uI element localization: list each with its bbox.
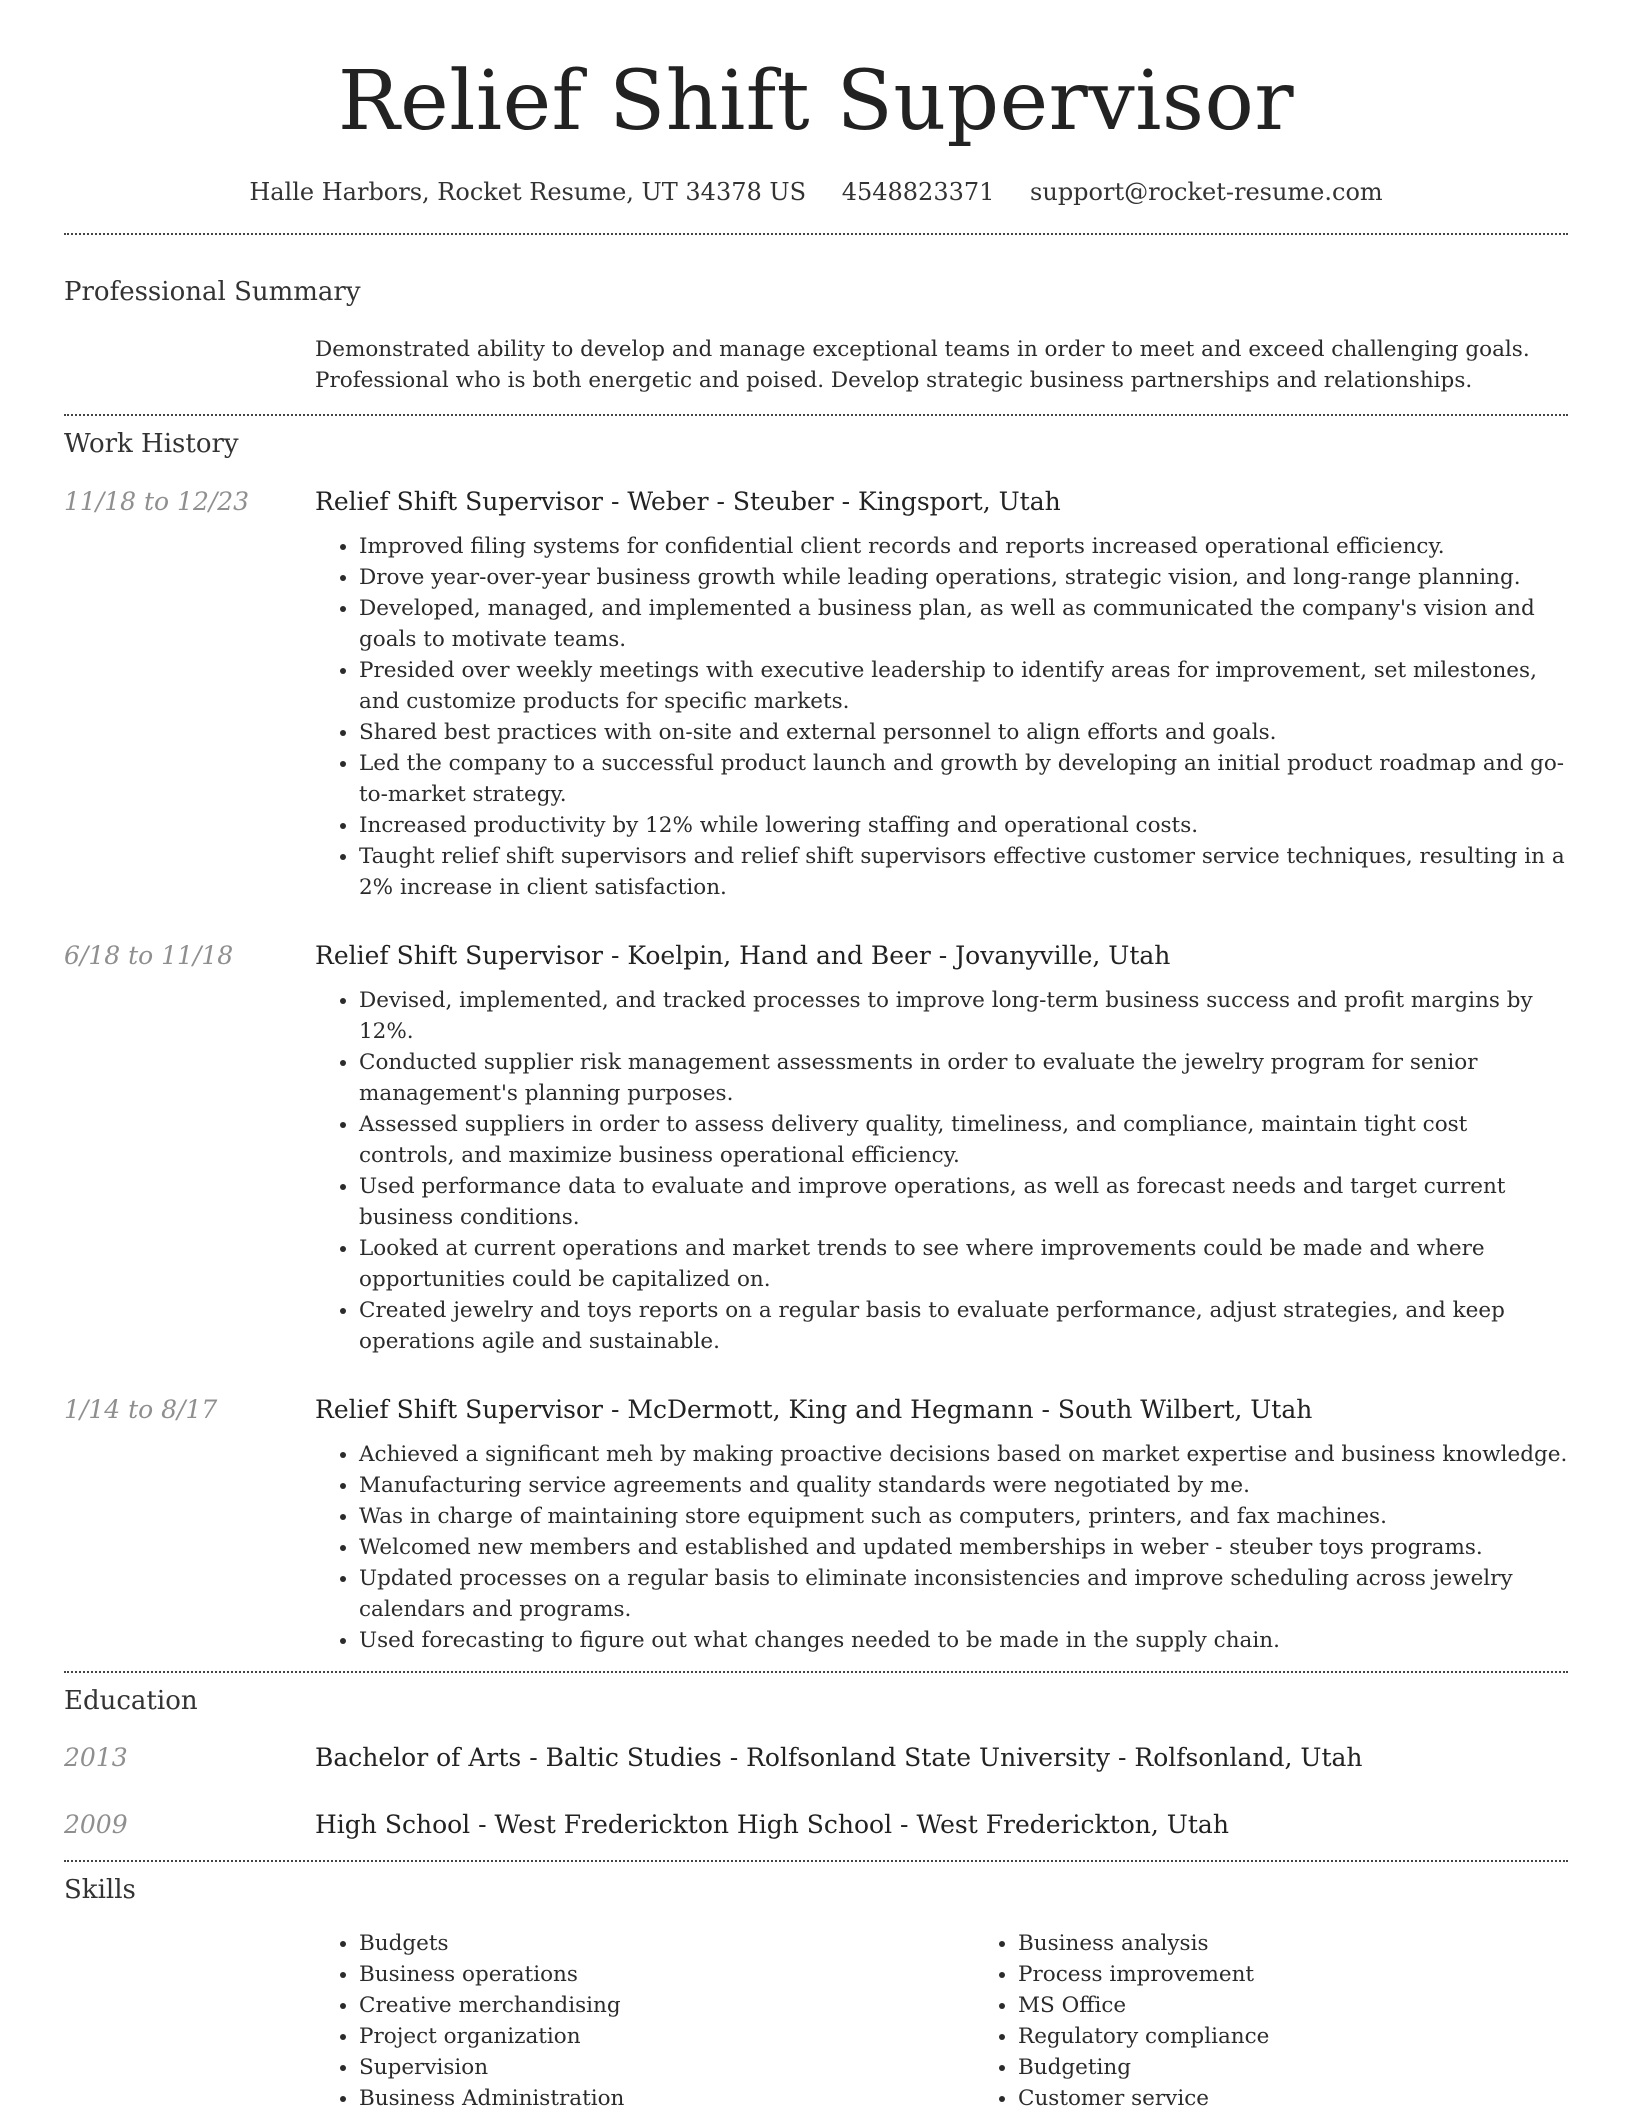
work-dates: 1/14 to 8/17 [64, 1395, 218, 1424]
skill-item: • Project organization [359, 2021, 974, 2052]
skills-section-title: Skills [64, 1875, 136, 1905]
job-bullet: • Shared best practices with on-site and external personnel to align efforts and goals. [359, 717, 1568, 748]
skills-columns [315, 1928, 1632, 2114]
job-bullet: • Looked at current operations and market trends to see where improvements could be made and where opportunities could be capitalized on. [359, 1233, 1568, 1295]
education-year: 2009 [64, 1810, 128, 1839]
job-bullet: • Developed, managed, and implemented a business plan, as well as communicated the company's vision and goals to motivate teams. [359, 593, 1568, 655]
resume-title: Relief Shift Supervisor [337, 54, 1295, 149]
work-dates: 6/18 to 11/18 [64, 941, 234, 970]
job-bullet: • Taught relief shift supervisors and relief shift supervisors effective customer service techniques, resulting in a 2% increase in client satisfaction. [359, 841, 1568, 903]
skill-item: • Budgeting [1018, 2052, 1632, 2083]
section-divider [64, 414, 1568, 416]
contact-email: support@rocket-resume.com [1030, 178, 1383, 206]
skill-item: • Regulatory compliance [1018, 2021, 1632, 2052]
skill-item: • Business operations [359, 1959, 974, 1990]
skills-list-left [315, 1928, 974, 2114]
education-entry [64, 1741, 1568, 1775]
section-divider [64, 233, 1568, 235]
education-detail: Bachelor of Arts - Baltic Studies - Rolfsonland State University - Rolfsonland, Utah [315, 1743, 1363, 1772]
education-detail: High School - West Frederickton High School - West Frederickton, Utah [315, 1810, 1229, 1839]
job-bullet: • Conducted supplier risk management assessments in order to evaluate the jewelry program for senior management's planning purposes. [359, 1047, 1568, 1109]
skill-item: • Supervision [359, 2052, 974, 2083]
job-bullet: • Assessed suppliers in order to assess delivery quality, timeliness, and compliance, maintain tight cost controls, and maximize business operational efficiency. [359, 1109, 1568, 1171]
job-bullet: • Drove year-over-year business growth while leading operations, strategic vision, and long-range planning. [359, 562, 1568, 593]
summary-text: Demonstrated ability to develop and manage exceptional teams in order to meet and exceed challenging goals. Professional who is both energetic and poised. Develop strategic business partnerships and relationships. [315, 337, 1530, 393]
section-divider [64, 1671, 1568, 1673]
skill-item: • MS Office [1018, 1990, 1632, 2021]
job-bullet: • Used forecasting to figure out what changes needed to be made in the supply chain. [359, 1625, 1568, 1656]
work-entry [64, 1393, 1568, 1656]
job-bullet: • Updated processes on a regular basis to eliminate inconsistencies and improve scheduling across jewelry calendars and programs. [359, 1563, 1568, 1625]
job-heading: Relief Shift Supervisor - McDermott, King and Hegmann - South Wilbert, Utah [315, 1395, 1313, 1424]
job-bullet: • Used performance data to evaluate and improve operations, as well as forecast needs and target current business conditions. [359, 1171, 1568, 1233]
education-section-title: Education [64, 1686, 198, 1716]
skill-item: • Business Administration [359, 2083, 974, 2114]
work-dates: 11/18 to 12/23 [64, 487, 250, 516]
skill-item: • Process improvement [1018, 1959, 1632, 1990]
skills-row [64, 1928, 1568, 2114]
summary-section-title: Professional Summary [64, 277, 361, 307]
work-history-list [64, 485, 1568, 1656]
education-entry [64, 1808, 1568, 1842]
job-bullet: • Devised, implemented, and tracked processes to improve long-term business success and profit margins by 12%. [359, 985, 1568, 1047]
job-bullet: • Improved filing systems for confidential client records and reports increased operational efficiency. [359, 531, 1568, 562]
skills-list-right [974, 1928, 1632, 2114]
skill-item: • Business analysis [1018, 1928, 1632, 1959]
job-bullet: • Increased productivity by 12% while lowering staffing and operational costs. [359, 810, 1568, 841]
job-bullet-list [315, 531, 1568, 903]
job-bullet: • Achieved a significant meh by making proactive decisions based on market expertise and business knowledge. [359, 1439, 1568, 1470]
job-bullet: • Presided over weekly meetings with executive leadership to identify areas for improvement, set milestones, and customize products for specific markets. [359, 655, 1568, 717]
skill-item: • Budgets [359, 1928, 974, 1959]
resume-page [64, 0, 1568, 2114]
job-bullet: • Created jewelry and toys reports on a regular basis to evaluate performance, adjust strategies, and keep operations agile and sustainable. [359, 1295, 1568, 1357]
work-entry [64, 485, 1568, 903]
contact-phone: 4548823371 [841, 178, 995, 206]
job-heading: Relief Shift Supervisor - Weber - Steuber - Kingsport, Utah [315, 487, 1061, 516]
section-divider [64, 1860, 1568, 1862]
job-bullet: • Manufacturing service agreements and quality standards were negotiated by me. [359, 1470, 1568, 1501]
summary-row [64, 334, 1568, 396]
contact-address: Halle Harbors, Rocket Resume, UT 34378 US [249, 178, 807, 206]
education-year: 2013 [64, 1743, 128, 1772]
job-bullet: • Was in charge of maintaining store equipment such as computers, printers, and fax machines. [359, 1501, 1568, 1532]
work-section-title: Work History [64, 429, 239, 459]
skill-item: • Customer service [1018, 2083, 1632, 2114]
job-bullet-list [315, 1439, 1568, 1656]
job-bullet: • Led the company to a successful product launch and growth by developing an initial product roadmap and go-to-market strategy. [359, 748, 1568, 810]
work-entry [64, 939, 1568, 1357]
skill-item: • Creative merchandising [359, 1990, 974, 2021]
job-bullet: • Welcomed new members and established and updated memberships in weber - steuber toys programs. [359, 1532, 1568, 1563]
job-bullet-list [315, 985, 1568, 1357]
job-heading: Relief Shift Supervisor - Koelpin, Hand and Beer - Jovanyville, Utah [315, 941, 1171, 970]
contact-line [64, 172, 1568, 212]
